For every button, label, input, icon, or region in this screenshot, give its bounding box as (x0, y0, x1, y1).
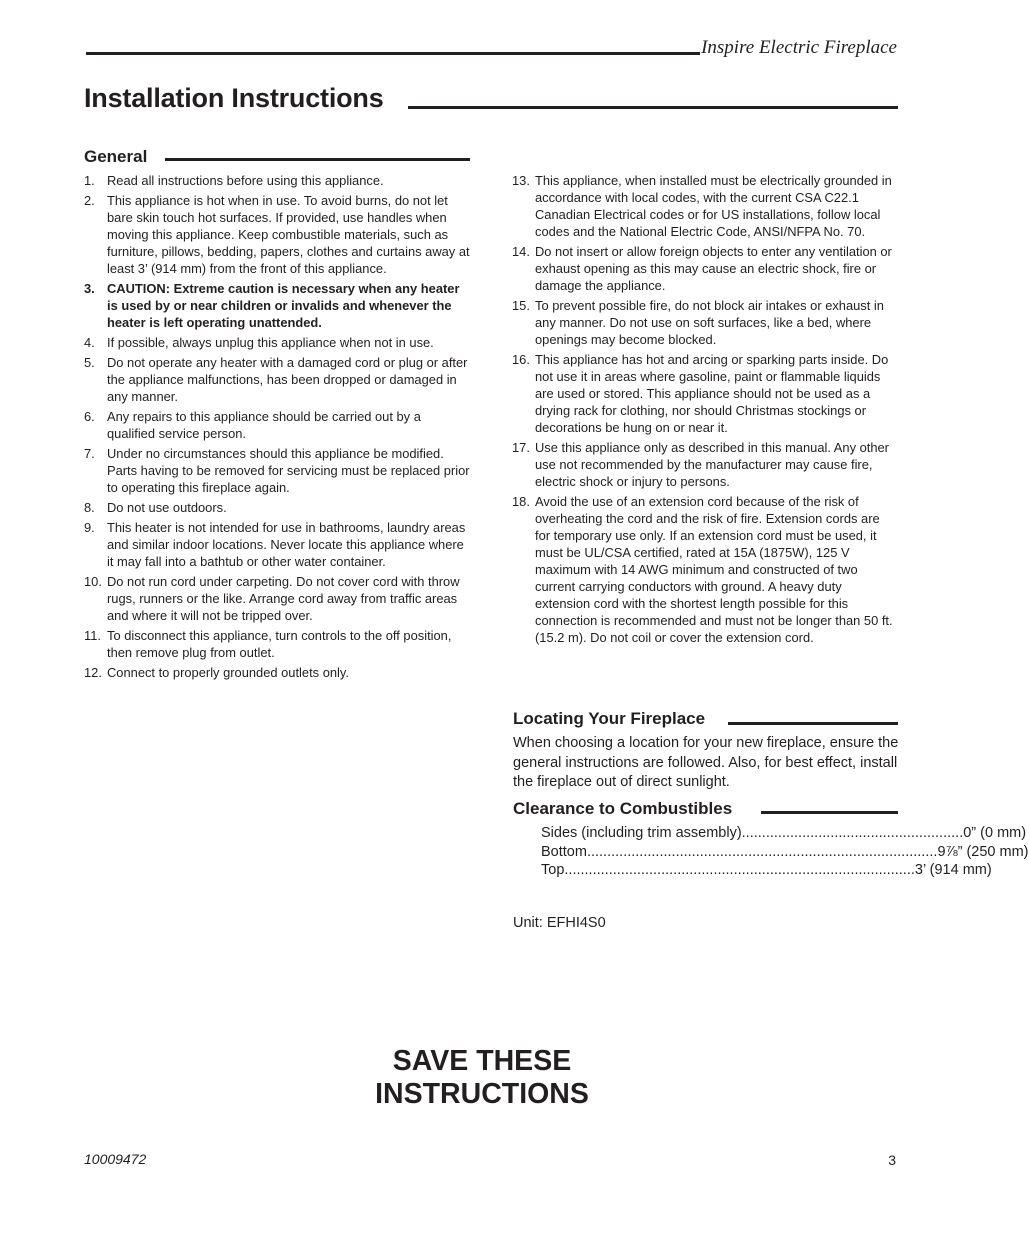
save-notice-line: INSTRUCTIONS (375, 1078, 589, 1110)
list-item-number: 1. (84, 173, 95, 188)
list-item-text: To prevent possible fire, do not block air intakes or exhaust in any manner. Do not use on soft surfaces, like a bed, where openings may become blocked. (535, 298, 884, 347)
list-item-number: 3. (84, 281, 95, 296)
clearance-heading-rule (761, 811, 898, 814)
clearance-row-top (541, 861, 992, 880)
list-item-number: 9. (84, 520, 95, 535)
list-item-text: This appliance is hot when in use. To avoid burns, do not let bare skin touch hot surfaces. If provided, use handles when moving this appliance. Keep combustible materials, such as furniture, pillows, bedding, papers, clothes and curtains away at least 3’ (914 mm) from the front of this appliance. (107, 193, 470, 276)
list-item (512, 351, 898, 436)
dot-leader: ....................................................................................... (564, 862, 915, 878)
list-item (512, 493, 898, 646)
header-rule (86, 52, 700, 55)
clearance-table (541, 824, 1029, 880)
clearance-heading: Clearance to Combustibles (513, 799, 733, 818)
page-number: 3 (888, 1152, 896, 1168)
list-item (84, 499, 470, 516)
list-item (512, 172, 898, 240)
list-item-number: 4. (84, 335, 95, 350)
clearance-row-bottom (541, 843, 1029, 862)
locating-heading: Locating Your Fireplace (513, 709, 706, 728)
list-item-number: 5. (84, 355, 95, 370)
list-item-text: Any repairs to this appliance should be carried out by a qualified service person. (107, 409, 421, 441)
list-item (84, 519, 470, 570)
list-item (84, 445, 470, 496)
list-item (84, 664, 470, 681)
list-item (512, 243, 898, 294)
save-instructions-notice (0, 1045, 964, 1111)
list-item (84, 192, 470, 277)
general-heading: General (84, 147, 148, 166)
list-item-text: Do not insert or allow foreign objects to enter any ventilation or exhaust opening as this may cause an electric shock, fire or damage the appliance. (535, 244, 892, 293)
locating-heading-rule (728, 722, 898, 725)
list-item-number: 7. (84, 446, 95, 461)
list-item-number: 10. (84, 574, 102, 589)
list-item-text: This heater is not intended for use in bathrooms, laundry areas and similar indoor locations. Never locate this appliance where it may fall into a bathtub or other water container. (107, 520, 466, 569)
list-item-text: Do not run cord under carpeting. Do not cover cord with throw rugs, runners or the like. Arrange cord away from traffic areas and where it will not be tripped over. (107, 574, 460, 623)
page-title-rule (408, 106, 898, 109)
list-item-text: This appliance, when installed must be electrically grounded in accordance with local codes, with the current CSA C22.1 Canadian Electrical codes or for US installations, follow local codes and the National Electric Code, ANSI/NFPA No. 70. (535, 173, 892, 239)
list-item (512, 439, 898, 490)
list-item-text: Read all instructions before using this appliance. (107, 173, 384, 188)
clearance-label: Sides (including trim assembly) (541, 825, 742, 841)
list-item-text: Avoid the use of an extension cord because of the risk of overheating the cord and the risk of fire. Extension cords are for temporary use only. If an extension cord must be used, it must be UL/CSA certified, rated at 15A (1875W), 125 V maximum with 14 AWG minimum and constructed of two current carrying conductors with ground. A heavy duty extension cord with the shortest length possible for this connection is recommended and must not be longer than 50 ft. (15.2 m). Do not coil or cover the extension cord. (535, 494, 893, 645)
list-item-number: 12. (84, 665, 102, 680)
list-item-text: If possible, always unplug this appliance when not in use. (107, 335, 434, 350)
list-item (512, 297, 898, 348)
list-item-number: 15. (512, 298, 530, 313)
dot-leader: ....................................................... (741, 825, 964, 841)
general-list-left (84, 172, 470, 684)
list-item-number: 2. (84, 193, 95, 208)
list-item-number: 13. (512, 173, 530, 188)
list-item-text: Do not operate any heater with a damaged cord or plug or after the appliance malfunctions, has been dropped or damaged in any manner. (107, 355, 468, 404)
list-item-number: 11. (84, 628, 101, 643)
document-code: 10009472 (84, 1151, 147, 1167)
dot-leader: ....................................................................................... (586, 843, 938, 860)
list-item (84, 334, 470, 351)
page-title: Installation Instructions (84, 83, 384, 113)
list-item-number: 17. (512, 440, 530, 455)
list-item-text: Connect to properly grounded outlets only. (107, 665, 349, 680)
unit-label: Unit: EFHI4S0 (513, 915, 606, 931)
list-item-number: 16. (512, 352, 530, 367)
list-item (84, 354, 470, 405)
list-item (84, 627, 470, 661)
list-item (84, 280, 470, 331)
list-item-text: To disconnect this appliance, turn controls to the off position, then remove plug from outlet. (107, 628, 452, 660)
clearance-label: Bottom (541, 843, 587, 860)
clearance-row-sides (541, 824, 1027, 843)
locating-body: When choosing a location for your new fireplace, ensure the general instructions are followed. Also, for best effect, install the fireplace out of direct sunlight. (513, 735, 899, 790)
list-item-number: 18. (512, 494, 530, 509)
clearance-value: 3’ (914 mm) (914, 862, 992, 878)
save-notice-line: SAVE THESE (392, 1045, 572, 1077)
clearance-value: 9⅞” (250 mm) (937, 843, 1029, 860)
list-item-text: Do not use outdoors. (107, 500, 227, 515)
list-item-text: Use this appliance only as described in this manual. Any other use not recommended by the manufacturer may cause fire, electric shock or injury to persons. (535, 440, 889, 489)
list-item-text: This appliance has hot and arcing or sparking parts inside. Do not use it in areas where gasoline, paint or flammable liquids are used or stored. This appliance should not be used as a drying rack for clothing, nor should Christmas stockings or decorations be hung on or near it. (535, 352, 889, 435)
document-title: Inspire Electric Fireplace (701, 37, 897, 58)
list-item (84, 573, 470, 624)
list-item-number: 14. (512, 244, 530, 259)
list-item-text: CAUTION: Extreme caution is necessary when any heater is used by or near children or invalids and whenever the heater is left operating unattended. (107, 281, 460, 330)
list-item-number: 8. (84, 500, 95, 515)
list-item (84, 408, 470, 442)
list-item-number: 6. (84, 409, 95, 424)
general-heading-rule (165, 158, 470, 161)
general-list-right (512, 172, 898, 649)
list-item (84, 172, 470, 189)
clearance-label: Top (541, 862, 565, 878)
list-item-text: Under no circumstances should this appliance be modified. Parts having to be removed for servicing must be replaced prior to operating this fireplace again. (107, 446, 470, 495)
clearance-value: 0” (0 mm) (963, 825, 1027, 841)
